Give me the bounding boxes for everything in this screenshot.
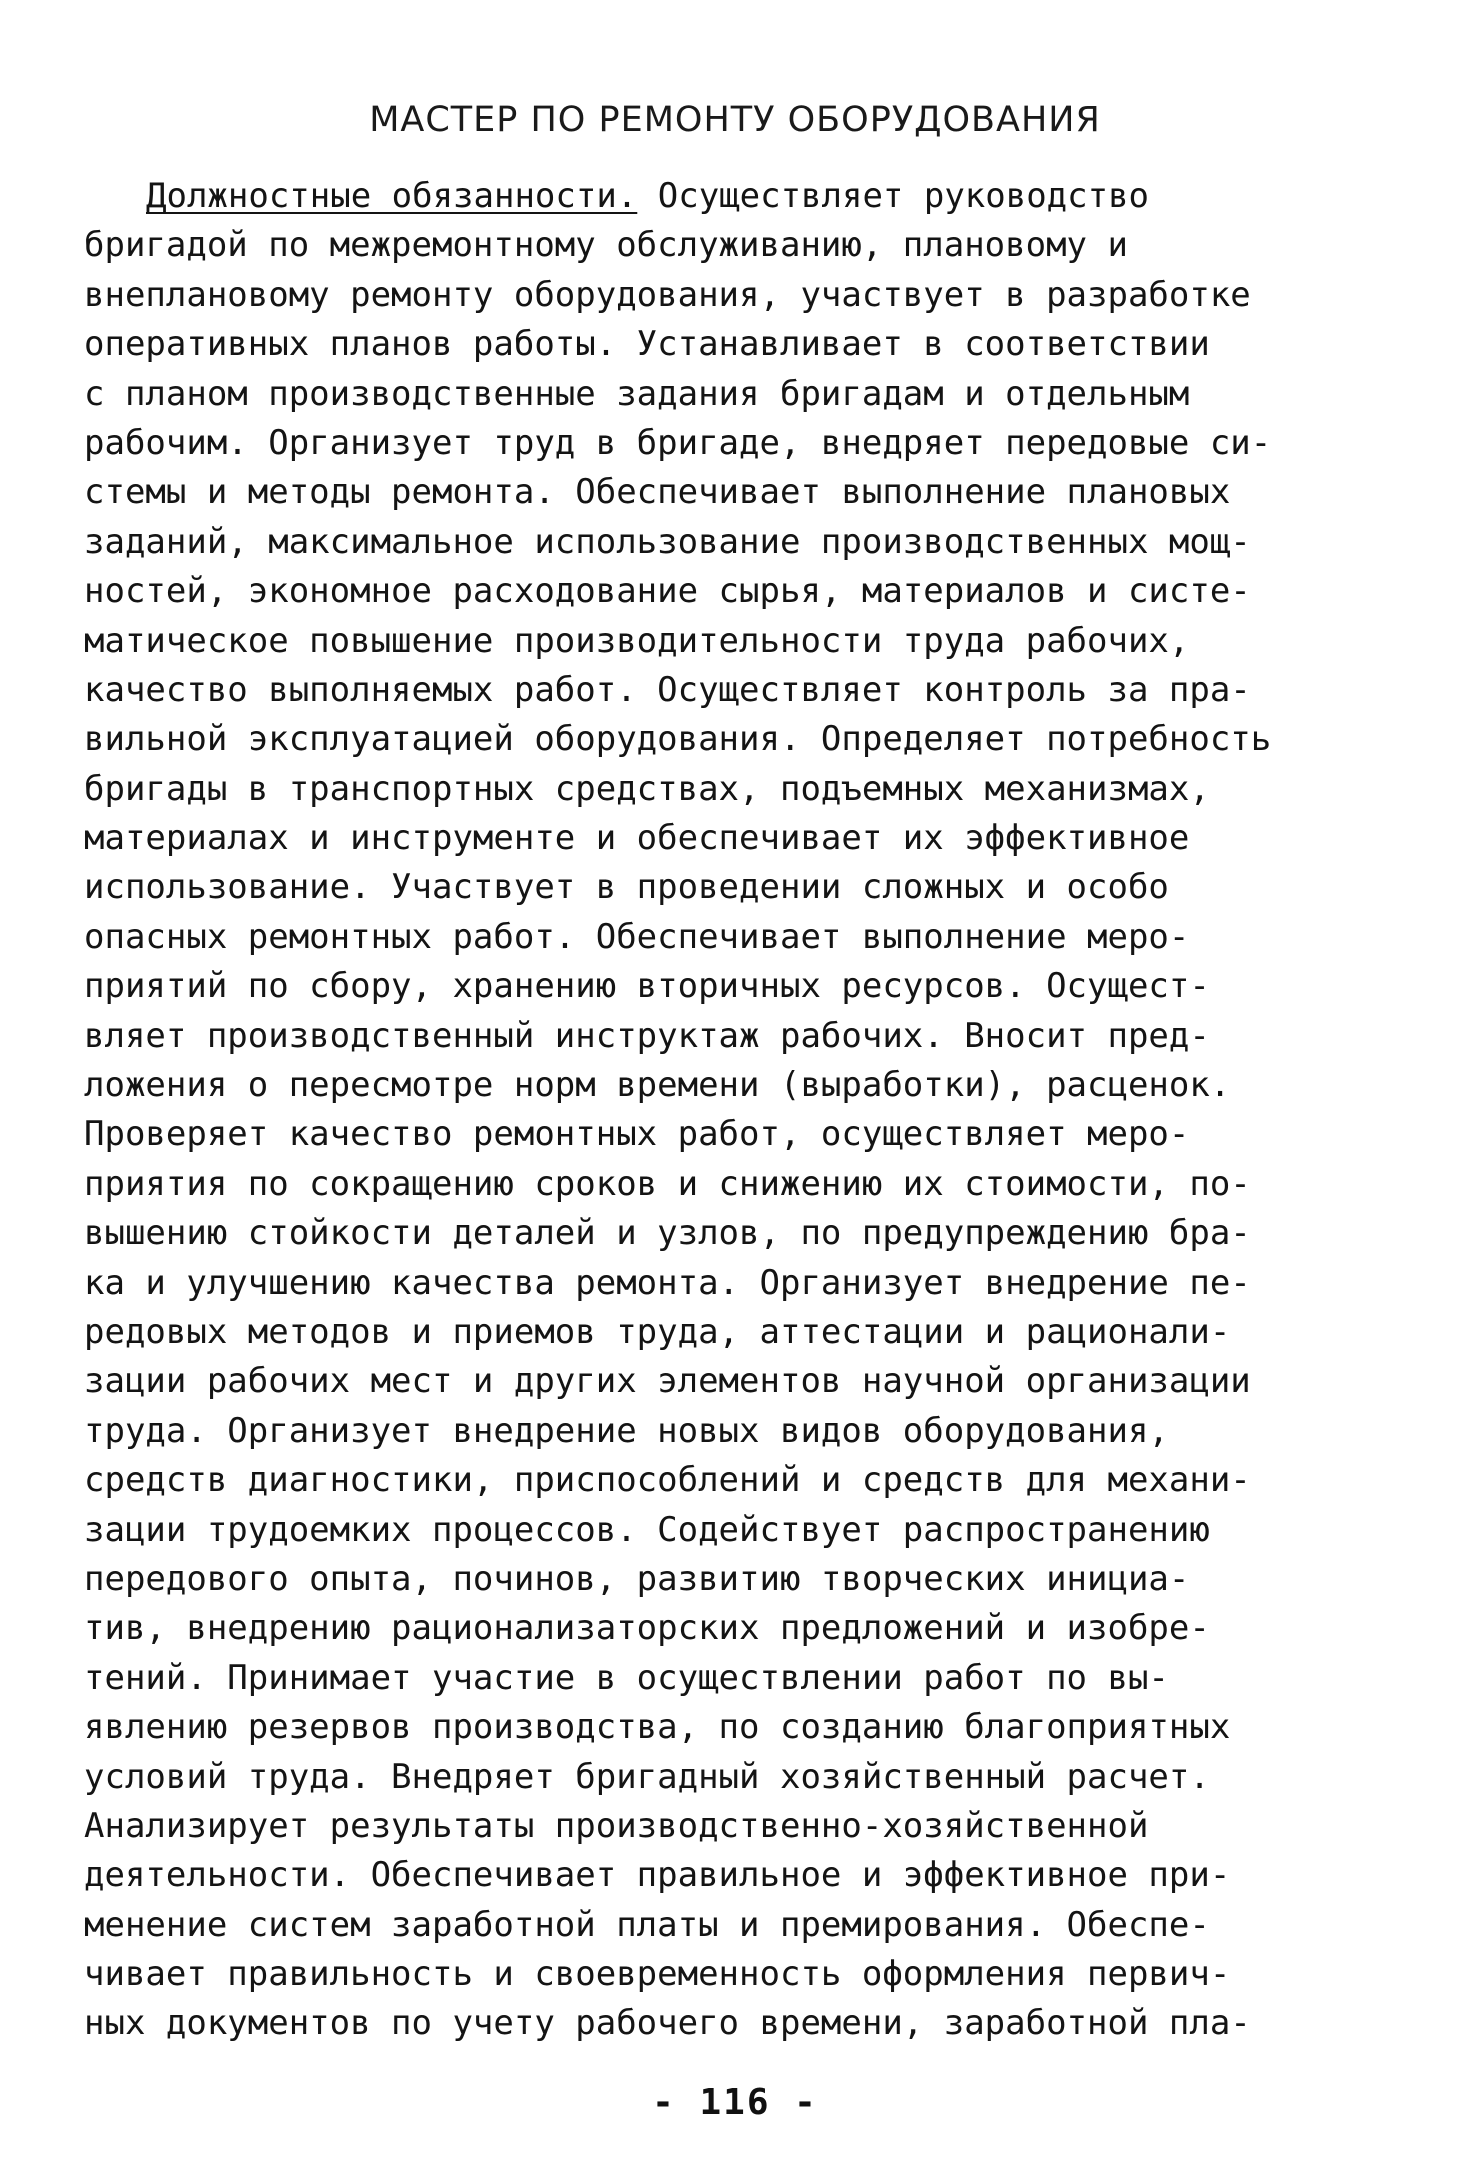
text-line: заданий, максимальное использование производственных мощ- xyxy=(84,521,1251,562)
text-line: условий труда. Внедряет бригадный хозяйственный расчет. xyxy=(84,1756,1210,1797)
text-line: ных документов по учету рабочего времени, заработной пла- xyxy=(84,2003,1251,2044)
text-line: тив, внедрению рационализаторских предложений и изобре- xyxy=(84,1608,1210,1649)
text-line: ностей, экономное расходование сырья, материалов и систе- xyxy=(84,571,1251,612)
text-line: чивает правильность и своевременность оформления первич- xyxy=(84,1954,1231,1995)
text-line: с планом производственные задания бригадам и отдельным xyxy=(84,373,1190,414)
text-line: ложения о пересмотре норм времени (выработки), расценок. xyxy=(84,1065,1231,1106)
text-line: материалах и инструменте и обеспечивает их эффективное xyxy=(84,818,1190,859)
body-lines xyxy=(84,221,1414,2048)
text-line: деятельности. Обеспечивает правильное и эффективное при- xyxy=(84,1855,1231,1896)
text-line: матическое повышение производительности труда рабочих, xyxy=(84,620,1190,661)
document-title: МАСТЕР ПО РЕМОНТУ ОБОРУДОВАНИЯ xyxy=(369,100,1101,140)
text-line: рабочим. Организует труд в бригаде, внедряет передовые си- xyxy=(84,422,1272,463)
text-line: средств диагностики, приспособлений и средств для механи- xyxy=(84,1460,1251,1501)
text-line: стемы и методы ремонта. Обеспечивает выполнение плановых xyxy=(84,472,1231,513)
text-line: вильной эксплуатацией оборудования. Определяет потребность xyxy=(84,719,1272,760)
text-line: вляет производственный инструктаж рабочих. Вносит пред- xyxy=(84,1015,1210,1056)
text-line: передового опыта, починов, развитию творческих инициа- xyxy=(84,1558,1190,1599)
text-line: труда. Организует внедрение новых видов оборудования, xyxy=(84,1410,1169,1451)
text-line: приятий по сбору, хранению вторичных ресурсов. Осущест- xyxy=(84,966,1210,1007)
text-line: использование. Участвует в проведении сложных и особо xyxy=(84,867,1169,908)
text-line: тений. Принимает участие в осуществлении работ по вы- xyxy=(84,1657,1169,1698)
section-label: Должностные обязанности. xyxy=(146,176,638,216)
page-number: - 116 - xyxy=(652,2082,818,2123)
text-line: бригадой по межремонтному обслуживанию, плановому и xyxy=(84,225,1128,266)
text-line: внеплановому ремонту оборудования, участвует в разработке xyxy=(84,274,1251,315)
first-line-text: Осуществляет руководство xyxy=(637,176,1150,216)
text-line: вышению стойкости деталей и узлов, по предупреждению бра- xyxy=(84,1213,1251,1254)
text-line: оперативных планов работы. Устанавливает в соответствии xyxy=(84,324,1210,365)
text-line: ка и улучшению качества ремонта. Организует внедрение пе- xyxy=(84,1262,1251,1303)
text-line: редовых методов и приемов труда, аттестации и рационали- xyxy=(84,1311,1231,1352)
text-line: зации рабочих мест и других элементов научной организации xyxy=(84,1361,1251,1402)
text-line: качество выполняемых работ. Осуществляет контроль за пра- xyxy=(84,669,1251,710)
text-line: явлению резервов производства, по созданию благоприятных xyxy=(84,1707,1231,1748)
text-line: приятия по сокращению сроков и снижению их стоимости, по- xyxy=(84,1163,1251,1204)
text-line: зации трудоемких процессов. Содействует распространению xyxy=(84,1509,1210,1550)
body-text xyxy=(84,172,1414,2049)
text-line: менение систем заработной платы и премирования. Обеспе- xyxy=(84,1904,1210,1945)
first-line xyxy=(84,172,1414,221)
text-line: опасных ремонтных работ. Обеспечивает выполнение меро- xyxy=(84,916,1190,957)
text-line: Проверяет качество ремонтных работ, осуществляет меро- xyxy=(84,1114,1190,1155)
text-line: Анализирует результаты производственно-хозяйственной xyxy=(84,1805,1149,1846)
text-line: бригады в транспортных средствах, подъемных механизмах, xyxy=(84,768,1210,809)
